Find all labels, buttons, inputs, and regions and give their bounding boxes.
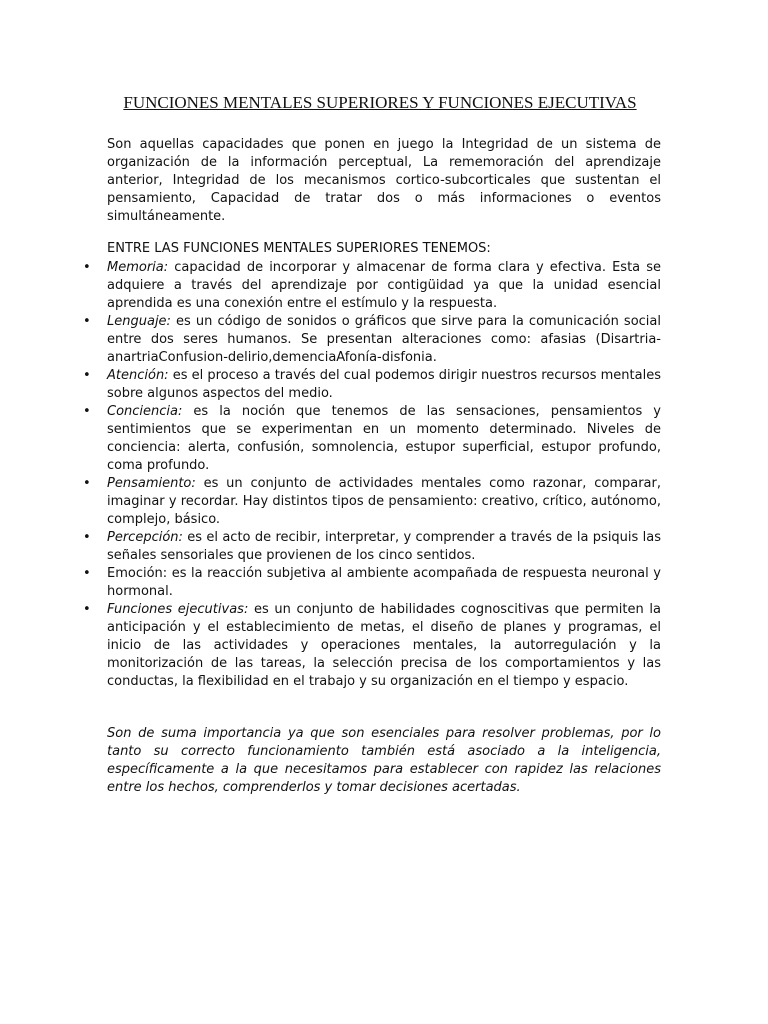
list-item-funciones-ejecutivas	[107, 601, 661, 691]
item-term: Percepción:	[107, 530, 183, 545]
item-term: Atención:	[107, 368, 169, 383]
item-text: es un código de sonidos o gráficos que sirve para la comunicación social entre dos seres humanos. Se presentan alteraciones como: afasias (Disartria-anartriaConfusion-delirio,demenciaAfonía-disfonia.	[107, 314, 661, 365]
intro-paragraph: Son aquellas capacidades que ponen en juego la Integridad de un sistema de organización de la información perceptual, La rememoración del aprendizaje anterior, Integridad de los mecanismos cortico-subcorticales que sustentan el pensamiento, Capacidad de tratar dos o más informaciones o eventos simultáneamente.	[107, 137, 661, 224]
list-item-conciencia	[107, 403, 661, 475]
item-text: capacidad de incorporar y almacenar de forma clara y efectiva. Esta se adquiere a través del aprendizaje por contigüidad ya que la unidad esencial aprendida es una conexión entre el estímulo y la respuesta.	[107, 260, 661, 311]
section-subheading: ENTRE LAS FUNCIONES MENTALES SUPERIORES TENEMOS:	[107, 241, 491, 256]
list-item-percepcion	[107, 529, 661, 565]
list-item-atencion	[107, 367, 661, 403]
item-term: Lenguaje:	[107, 314, 171, 329]
closing-paragraph: Son de suma importancia ya que son esenciales para resolver problemas, por lo tanto su correcto funcionamiento también está asociado a la inteligencia, específicamente a la que necesitamos para establecer con rapidez las relaciones entre los hechos, comprenderlos y tomar decisiones acertadas.	[107, 726, 661, 795]
item-text: es un conjunto de habilidades cognoscitivas que permiten la anticipación y el establecimiento de metas, el diseño de planes y programas, el inicio de las actividades y operaciones mentales, la autorregulación y la monitorización de las tareas, la selección precisa de los comportamientos y las conductas, la flexibilidad en el trabajo y su organización en el tiempo y espacio.	[107, 602, 661, 689]
item-text: es la reacción subjetiva al ambiente acompañada de respuesta neuronal y hormonal.	[107, 566, 661, 599]
item-term: Memoria:	[107, 260, 169, 275]
functions-list	[107, 259, 661, 691]
item-term: Funciones ejecutivas:	[107, 602, 249, 617]
item-text: es un conjunto de actividades mentales como razonar, comparar, imaginar y recordar. Hay distintos tipos de pensamiento: creativo, crítico, autónomo, complejo, básico.	[107, 476, 661, 527]
item-text: es la noción que tenemos de las sensaciones, pensamientos y sentimientos que se experimentan en un momento determinado. Niveles de conciencia: alerta, confusión, somnolencia, estupor superficial, estupor profundo, coma profundo.	[107, 404, 661, 473]
title-text: FUNCIONES MENTALES SUPERIORES Y FUNCIONES EJECUTIVAS	[123, 93, 637, 112]
list-item-pensamiento	[107, 475, 661, 529]
list-item-emocion	[107, 565, 661, 601]
item-term: Emoción:	[107, 566, 168, 581]
item-text: es el proceso a través del cual podemos dirigir nuestros recursos mentales sobre algunos aspectos del medio.	[107, 368, 661, 401]
list-item-lenguaje	[107, 313, 661, 367]
item-text: es el acto de recibir, interpretar, y comprender a través de la psiquis las señales sensoriales que provienen de los cinco sentidos.	[107, 530, 661, 563]
list-item-memoria	[107, 259, 661, 313]
page-title	[100, 92, 660, 114]
item-term: Pensamiento:	[107, 476, 196, 491]
item-term: Conciencia:	[107, 404, 183, 419]
